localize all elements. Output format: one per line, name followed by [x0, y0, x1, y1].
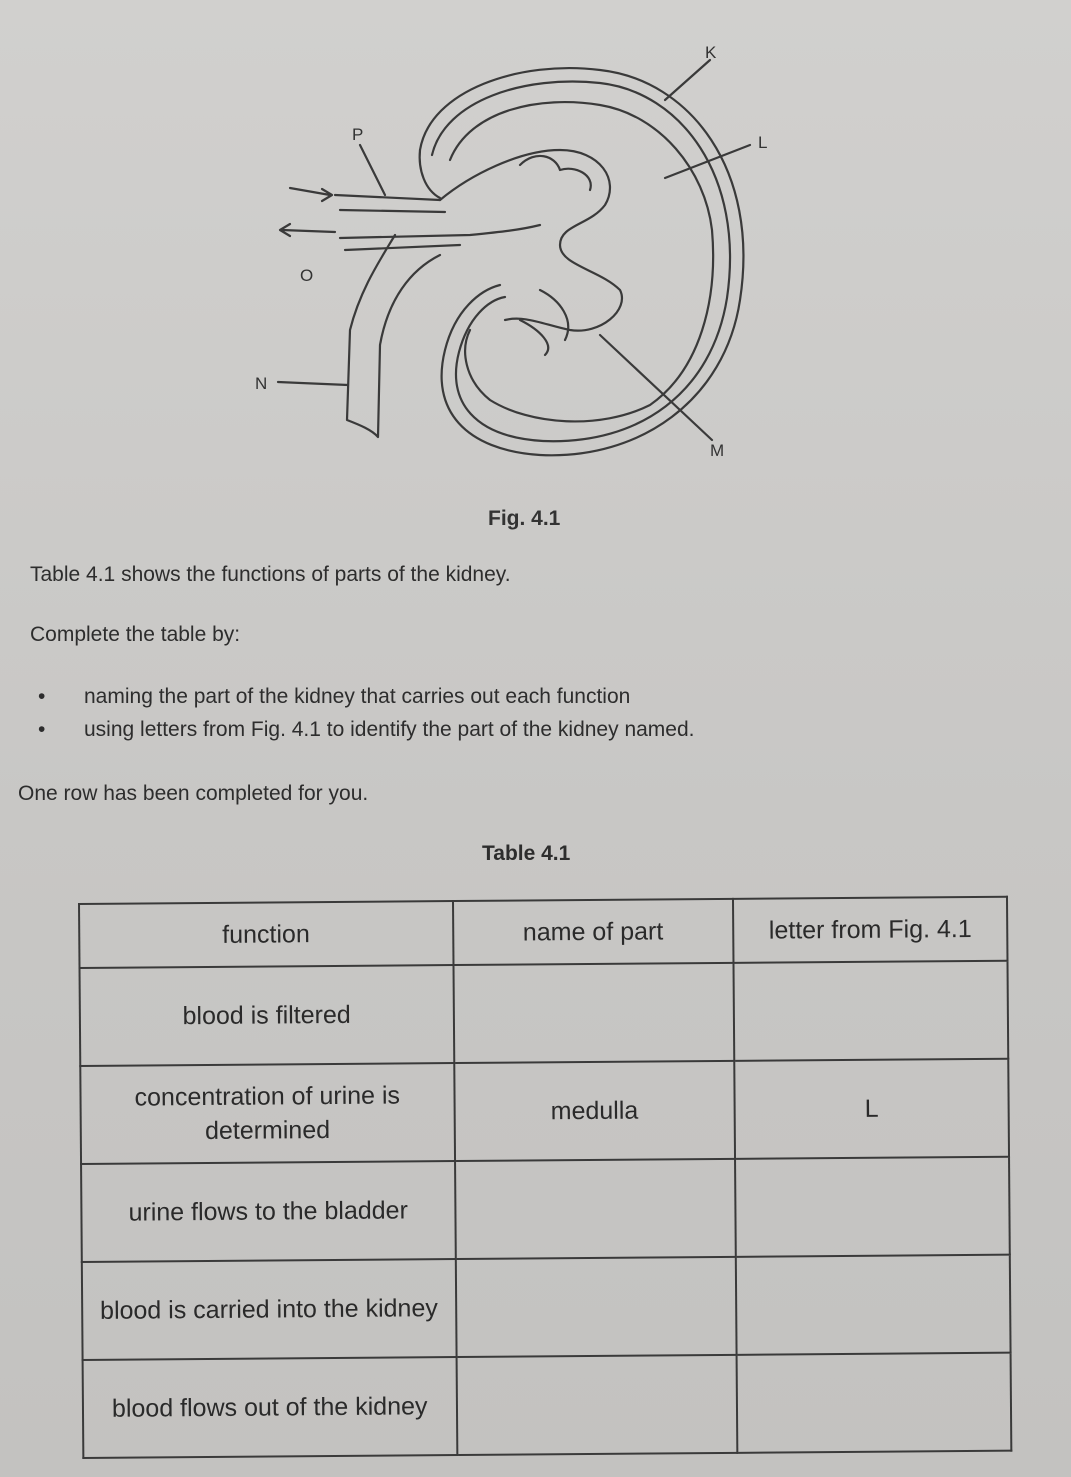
leader-K — [665, 60, 710, 100]
label-K: K — [705, 43, 717, 62]
label-O: O — [300, 266, 314, 285]
name-answer-cell: medulla — [454, 1061, 735, 1161]
leader-P — [360, 145, 385, 195]
kidney-diagram — [230, 30, 790, 490]
instruction-text: Complete the table by: — [30, 623, 241, 646]
ureter — [347, 235, 440, 437]
function-cell: blood is carried into the kidney — [82, 1259, 456, 1360]
bullet-item — [38, 715, 695, 748]
leader-N — [278, 382, 348, 385]
medulla-pyramids — [520, 156, 591, 355]
label-L: L — [758, 133, 768, 152]
header-letter: letter from Fig. 4.1 — [733, 897, 1007, 963]
table-row — [81, 1157, 1010, 1262]
letter-answer-cell: L — [734, 1059, 1009, 1159]
function-cell: urine flows to the bladder — [81, 1161, 455, 1262]
letter-answer-cell[interactable] — [737, 1353, 1012, 1453]
function-cell: concentration of urine is determined — [80, 1063, 454, 1164]
name-answer-cell[interactable] — [456, 1355, 737, 1455]
table-row — [80, 961, 1009, 1066]
bullet-text: naming the part of the kidney that carries out each function — [84, 685, 631, 708]
kidney-capsule-outer — [420, 68, 743, 455]
letter-answer-cell[interactable] — [736, 1255, 1011, 1355]
label-P: P — [352, 125, 364, 144]
table-header-row — [79, 897, 1007, 968]
renal-vessels — [335, 195, 540, 250]
name-answer-cell[interactable] — [455, 1257, 736, 1357]
function-cell: blood flows out of the kidney — [83, 1357, 457, 1458]
renal-pelvis — [440, 150, 622, 331]
hilum-top — [420, 150, 440, 198]
name-answer-cell[interactable] — [453, 963, 734, 1063]
bullet-dot: • — [38, 718, 46, 741]
label-N: N — [255, 374, 268, 393]
function-cell: blood is filtered — [80, 965, 454, 1066]
header-name-of-part: name of part — [453, 899, 734, 965]
label-M: M — [710, 441, 725, 460]
bullet-dot: • — [38, 685, 46, 708]
completed-row-note: One row has been completed for you. — [18, 782, 369, 805]
table-row — [83, 1353, 1012, 1458]
arrow-in — [290, 188, 332, 201]
letter-answer-cell[interactable] — [735, 1157, 1010, 1257]
letter-answer-cell[interactable] — [734, 961, 1009, 1061]
bullet-text: using letters from Fig. 4.1 to identify the part of the kidney named. — [84, 718, 695, 741]
table-row — [82, 1255, 1011, 1360]
kidney-functions-table — [78, 896, 1012, 1459]
table-title: Table 4.1 — [482, 842, 571, 865]
kidney-cortex-wavy — [450, 102, 713, 421]
figure-caption: Fig. 4.1 — [488, 507, 561, 530]
arrow-out — [280, 224, 335, 236]
header-function: function — [79, 901, 453, 968]
bullet-item — [38, 682, 695, 715]
table-row — [80, 1059, 1009, 1164]
instruction-bullets — [38, 682, 695, 748]
name-answer-cell[interactable] — [455, 1159, 736, 1259]
intro-text: Table 4.1 shows the functions of parts of the kidney. — [30, 563, 511, 586]
